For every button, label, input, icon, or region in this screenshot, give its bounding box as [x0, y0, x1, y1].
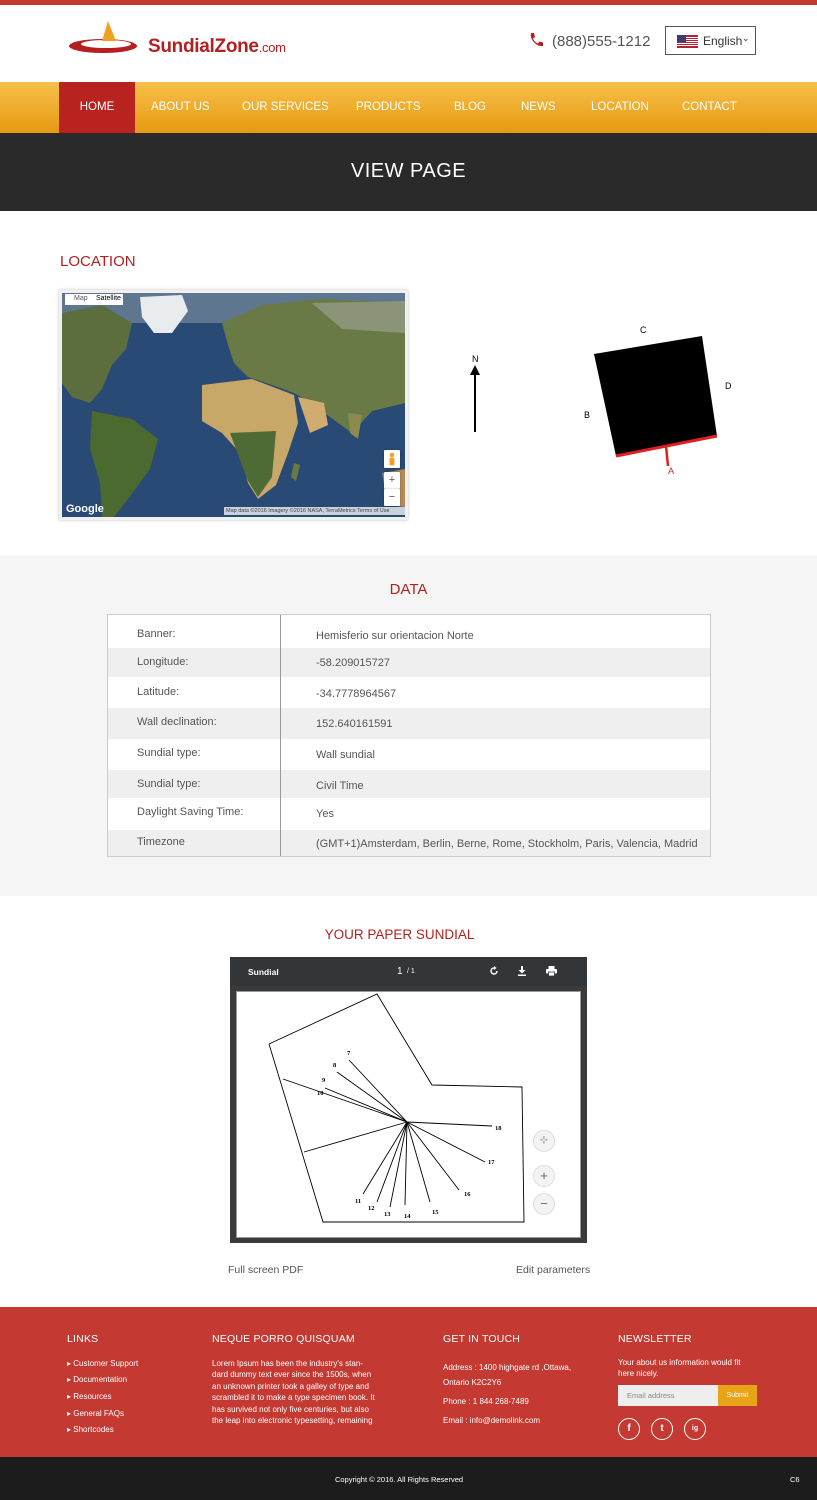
pdf-toolbar [230, 957, 587, 986]
hour-label: 10 [317, 1090, 324, 1097]
footer-link-resources[interactable]: ▸ Resources [67, 1392, 112, 1401]
wall-label-c: C [640, 325, 647, 335]
footer-about-text: Lorem Ipsum has been the industry's stan- dard dummy text ever since the 1500s, when an unknown printer took a galley of type and scrambled it to make a type specimen book. It has survived not only five centuries, but also the leap into electronic typesetting, remaining [212, 1359, 375, 1426]
download-icon[interactable] [517, 966, 527, 976]
row-label: Daylight Saving Time: [137, 806, 244, 818]
footer-link-customer-support[interactable]: ▸ Customer Support [67, 1359, 139, 1368]
footer-links-title: LINKS [67, 1333, 99, 1345]
language-selector[interactable] [665, 26, 756, 55]
hour-label: 15 [432, 1209, 439, 1216]
newsletter-email-input[interactable]: Email address [618, 1385, 718, 1406]
paper-sundial-title: YOUR PAPER SUNDIAL [324, 927, 475, 942]
hour-label: 16 [464, 1191, 471, 1198]
pdf-page-current: 1 [397, 966, 403, 977]
hour-label: 12 [368, 1205, 375, 1212]
north-arrow-icon [462, 350, 492, 440]
facebook-icon[interactable]: f [618, 1418, 640, 1440]
row-label: Sundial type: [137, 747, 201, 759]
logo-main-text: SundialZone [148, 36, 259, 57]
row-label: Banner: [137, 628, 176, 640]
nav-item-contact[interactable]: CONTACT [682, 101, 737, 113]
data-table [107, 614, 711, 857]
footer-newsletter-title: NEWSLETTER [618, 1333, 692, 1345]
table-row [108, 708, 710, 739]
paper-sundial-drawing [237, 992, 580, 1237]
wall-label-a: A [668, 466, 675, 476]
pdf-zoom-out-button[interactable]: − [533, 1193, 555, 1215]
footer-contact-title: GET IN TOUCH [443, 1333, 521, 1345]
row-value: Civil Time [316, 780, 364, 792]
page-title: VIEW PAGE [350, 160, 467, 182]
map-tab-satellite[interactable]: Satellite [96, 295, 121, 302]
row-label: Longitude: [137, 656, 189, 668]
map-attribution[interactable]: Map data ©2016 Imagery ©2016 NASA, TerraMetrics Terms of Use [224, 507, 407, 515]
row-value: Hemisferio sur orientacion Norte [316, 630, 474, 642]
map-tab-map[interactable]: Map [74, 295, 88, 302]
edit-parameters-link[interactable]: Edit parameters [516, 1264, 591, 1276]
page-banner [0, 133, 817, 211]
hour-label: 11 [355, 1198, 362, 1205]
map-zoom-in-button[interactable]: + [384, 472, 400, 489]
footer-address: Address : 1400 highgate rd ,Ottawa, Ontario K2C2Y6 [443, 1363, 572, 1387]
table-row [108, 677, 710, 708]
hour-label: 18 [495, 1125, 502, 1132]
main-nav [0, 82, 817, 133]
row-label: Sundial type: [137, 778, 201, 790]
phone-number: (888)555-1212 [552, 33, 651, 50]
instagram-icon[interactable]: ig [684, 1418, 706, 1440]
newsletter-submit-button[interactable]: Submit [718, 1385, 757, 1406]
corner-label: C6 [790, 1475, 800, 1484]
table-row [108, 615, 710, 648]
footer-link-shortcodes[interactable]: ▸ Shortcodes [67, 1425, 114, 1434]
wall-label-d: D [725, 381, 732, 391]
twitter-icon[interactable]: t [651, 1418, 673, 1440]
table-row [108, 739, 710, 770]
nav-item-products[interactable]: PRODUCTS [356, 101, 421, 113]
phone-icon [528, 32, 544, 48]
north-label: N [472, 354, 479, 364]
google-logo: Google [66, 503, 104, 515]
row-value: -34.7778964567 [316, 688, 397, 700]
row-label: Timezone [137, 836, 185, 848]
header-phone [528, 32, 650, 50]
pdf-page[interactable] [236, 991, 581, 1238]
header [0, 5, 817, 82]
footer-about-title: NEQUE PORRO QUISQUAM [212, 1333, 355, 1345]
copyright-text: Copyright © 2016. All Rights Reserved [334, 1475, 464, 1484]
nav-item-our-services[interactable]: OUR SERVICES [242, 101, 329, 113]
footer-link-general-faqs[interactable]: ▸ General FAQs [67, 1409, 124, 1418]
pdf-page-total: / 1 [407, 968, 415, 975]
fit-page-button[interactable]: ⊹ [533, 1130, 555, 1152]
wall-orientation-diagram [578, 320, 738, 480]
nav-item-about-us[interactable]: ABOUT US [151, 101, 210, 113]
hour-label: 9 [322, 1077, 326, 1084]
us-flag-icon [677, 35, 698, 48]
pdf-zoom-in-button[interactable]: + [533, 1165, 555, 1187]
wall-normal-line [666, 446, 668, 466]
footer [0, 1307, 817, 1457]
nav-item-home[interactable]: HOME [59, 82, 135, 133]
pegman-icon[interactable] [384, 450, 400, 468]
row-value: -58.209015727 [316, 657, 391, 669]
chevron-down-icon: ⌄ [742, 33, 750, 43]
table-row [108, 830, 710, 857]
row-label: Latitude: [137, 686, 180, 698]
data-title: DATA [389, 581, 428, 598]
hour-label: 7 [347, 1050, 351, 1057]
location-title: LOCATION [60, 253, 136, 270]
wall-shape [594, 336, 717, 456]
table-row [108, 770, 710, 798]
table-row [108, 798, 710, 830]
nav-item-location[interactable]: LOCATION [591, 101, 649, 113]
logo-domain-text: .com [258, 40, 286, 55]
table-divider [280, 615, 281, 857]
hour-label: 14 [404, 1213, 411, 1220]
row-value: (GMT+1)Amsterdam, Berlin, Berne, Rome, Stockholm, Paris, Valencia, Madrid [316, 838, 698, 850]
full-screen-pdf-link[interactable]: Full screen PDF [228, 1264, 304, 1276]
hour-label: 17 [488, 1159, 495, 1166]
bottom-bar [0, 1457, 817, 1500]
wall-label-b: B [584, 410, 591, 420]
map-zoom-out-button[interactable]: − [384, 489, 400, 506]
pdf-document-name: Sundial [248, 967, 279, 977]
satellite-map-image [62, 293, 405, 517]
table-row [108, 648, 710, 677]
print-icon[interactable] [546, 966, 557, 976]
language-label: English [703, 34, 743, 48]
row-value: Yes [316, 808, 334, 820]
location-map[interactable] [59, 290, 408, 520]
rotate-icon[interactable] [489, 966, 499, 976]
hour-label: 8 [333, 1062, 337, 1069]
hour-label: 13 [384, 1211, 391, 1218]
newsletter-text: Your about us information would fit here nicely. [618, 1358, 741, 1379]
logo[interactable] [66, 19, 296, 65]
row-value: 152.640161591 [316, 718, 393, 730]
row-value: Wall sundial [316, 749, 375, 761]
row-label: Wall declination: [137, 716, 217, 728]
nav-item-blog[interactable]: BLOG [454, 101, 486, 113]
footer-link-documentation[interactable]: ▸ Documentation [67, 1375, 128, 1384]
nav-item-news[interactable]: NEWS [521, 101, 556, 113]
footer-email[interactable]: Email : info@demolink.com [443, 1416, 541, 1425]
footer-phone: Phone : 1 844 268-7489 [443, 1397, 529, 1406]
